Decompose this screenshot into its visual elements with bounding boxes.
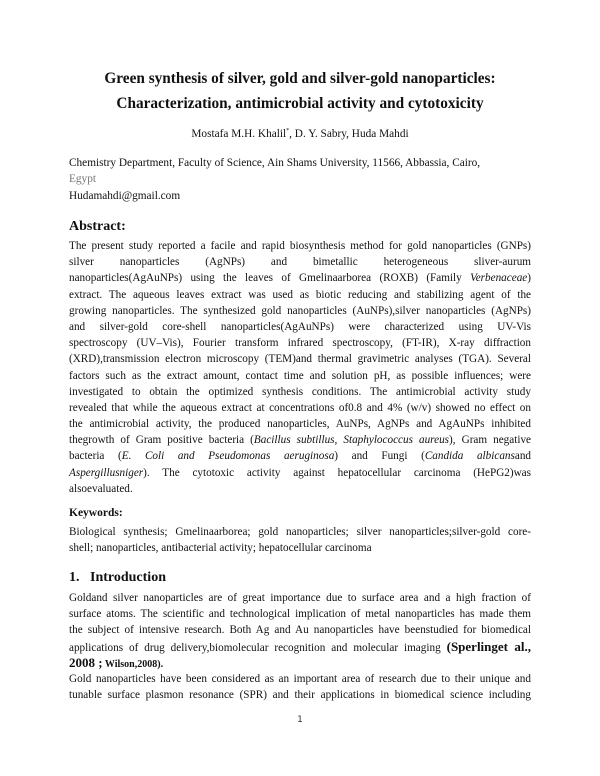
text-line <box>69 432 531 448</box>
italic-text: E. Coli and Pseudomonas aeruginosa <box>121 450 335 463</box>
corresponding-mark: * <box>286 128 290 135</box>
text-segment: extract. The aqueous leaves extract was used as biotic reducing and stabilizing agent of the <box>69 288 531 301</box>
text-line <box>69 384 531 400</box>
text-segment: the subject of intensive research. Both Ag and Au nanoparticles have beenstudied for biomedical <box>69 624 531 637</box>
affiliation-country: Egypt <box>69 173 96 186</box>
text-segment: ) <box>527 272 531 285</box>
text-segment: silver nanoparticles (AgNPs) and bimetallic heterogeneous sliver-aurum <box>69 256 531 269</box>
text-segment: and silver-gold core-shell nanoparticles(AgAuNPs) were characterized using UV-Vis <box>69 320 531 333</box>
page-number: 1 <box>297 715 303 725</box>
keywords-heading: Keywords: <box>69 507 123 519</box>
text-line <box>69 481 531 497</box>
text-segment: shell; nanoparticles, antibacterial activity; hepatocellular carcinoma <box>69 542 372 555</box>
text-segment: nanoparticles(AgAuNPs) using the leaves of Gmelinaarborea (ROXB) (Family <box>69 272 471 285</box>
text-line <box>69 671 531 687</box>
text-line <box>69 639 531 655</box>
text-segment: ) and Fungi ( <box>334 450 425 463</box>
text-line <box>69 303 531 319</box>
text-line <box>69 319 531 335</box>
text-line <box>69 655 531 671</box>
italic-text: Aspergillusniger <box>69 466 144 479</box>
text-segment: and <box>514 450 532 463</box>
text-segment: revealed that while the aqueous extract at concentrations of0.8 and 4% (w/v) showed no effect on <box>69 401 531 414</box>
text-line <box>69 448 531 464</box>
text-segment: surface atoms. The scientific and technological implication of metal nanoparticles has made them <box>69 608 531 621</box>
text-line <box>69 606 531 622</box>
paper-title-line-2: Characterization, antimicrobial activity and cytotoxicity <box>116 95 484 112</box>
text-line <box>69 238 531 254</box>
text-segment: thegrowth of Gram positive bacteria ( <box>69 434 254 447</box>
italic-text: Verbenaceae <box>470 272 528 285</box>
italic-text: Candida albicans <box>424 450 515 463</box>
citation-text: (Sperlinget al., <box>446 638 531 654</box>
text-segment: Biological synthesis; Gmelinaarborea; gold nanoparticles; silver nanoparticles;silver-gold core- <box>69 526 531 538</box>
italic-text: Bacillus subtillus, Staphylococcus aureus <box>253 434 450 447</box>
text-segment: Gold nanoparticles have been considered as an important area of research due to their unique and <box>69 673 531 685</box>
text-line <box>69 368 531 384</box>
text-segment: ), Gram negative <box>449 434 532 447</box>
affiliation-line: Chemistry Department, Faculty of Science, Ain Shams University, 11566, Abbassia, Cairo, <box>69 157 481 169</box>
text-line <box>69 465 531 481</box>
introduction-paragraph-1 <box>69 590 531 671</box>
text-line <box>69 287 531 303</box>
text-line <box>69 270 531 286</box>
text-line <box>69 351 531 367</box>
citation-text: 2008 ; <box>69 654 103 670</box>
text-line <box>69 524 531 540</box>
text-line <box>69 400 531 416</box>
text-segment: (XRD),transmission electron microscopy (TEM)and thermal gravimetric analyses (TGA). Several <box>69 353 531 366</box>
text-line <box>69 416 531 432</box>
keywords-body <box>69 524 531 556</box>
text-segment: the antimicrobial activity, the produced nanoparticles, AuNPs, AgNPs and AgAuNPs inhibited <box>69 418 531 431</box>
abstract-body <box>69 238 531 497</box>
text-line <box>69 254 531 270</box>
author-first: Mostafa M.H. Khalil <box>191 128 287 140</box>
text-line <box>69 335 531 351</box>
text-line <box>69 590 531 606</box>
text-segment: ). The cytotoxic activity against hepatocellular carcinoma (HePG2)was <box>143 466 531 479</box>
text-segment: investigated to obtain the optimized synthesis conditions. The antimicrobial activity study <box>69 385 531 398</box>
citation-text: Wilson,2008). <box>102 658 164 670</box>
text-segment: The present study reported a facile and rapid biosynthesis method for gold nanoparticles (GNPs) <box>69 240 531 252</box>
email: Hudamahdi@gmail.com <box>69 189 181 202</box>
paper-title-line-1: Green synthesis of silver, gold and silver-gold nanoparticles: <box>104 70 496 87</box>
text-segment: bacteria ( <box>69 450 122 463</box>
introduction-heading: 1. Introduction <box>69 570 166 585</box>
text-line <box>69 540 531 556</box>
text-line <box>69 622 531 638</box>
text-segment: alsoevaluated. <box>69 482 133 495</box>
text-segment: applications of drug delivery,biomolecular recognition and molecular imaging <box>69 641 447 654</box>
authors-rest: , D. Y. Sabry, Huda Mahdi <box>289 128 409 140</box>
abstract-heading: Abstract: <box>69 219 126 234</box>
text-segment: Goldand silver nanoparticles are of great importance due to surface area and a high fraction of <box>69 592 531 604</box>
text-line <box>69 687 531 703</box>
authors <box>0 128 600 140</box>
affiliation <box>69 155 480 204</box>
text-segment: factors such as the extract amount, contact time and solution pH, as possible influences; were <box>69 369 531 382</box>
text-segment: growing nanoparticles. The synthesized gold nanoparticles (AuNPs),silver nanoparticles (AgNPs) <box>69 304 531 317</box>
introduction-paragraph-2 <box>69 671 531 703</box>
text-segment: spectroscopy (UV–Vis), Fourier transform infrared spectroscopy, (FT-IR), X-ray diffraction <box>69 337 531 350</box>
text-segment: tunable surface plasmon resonance (SPR) and their applications in biomedical science including <box>69 689 531 702</box>
